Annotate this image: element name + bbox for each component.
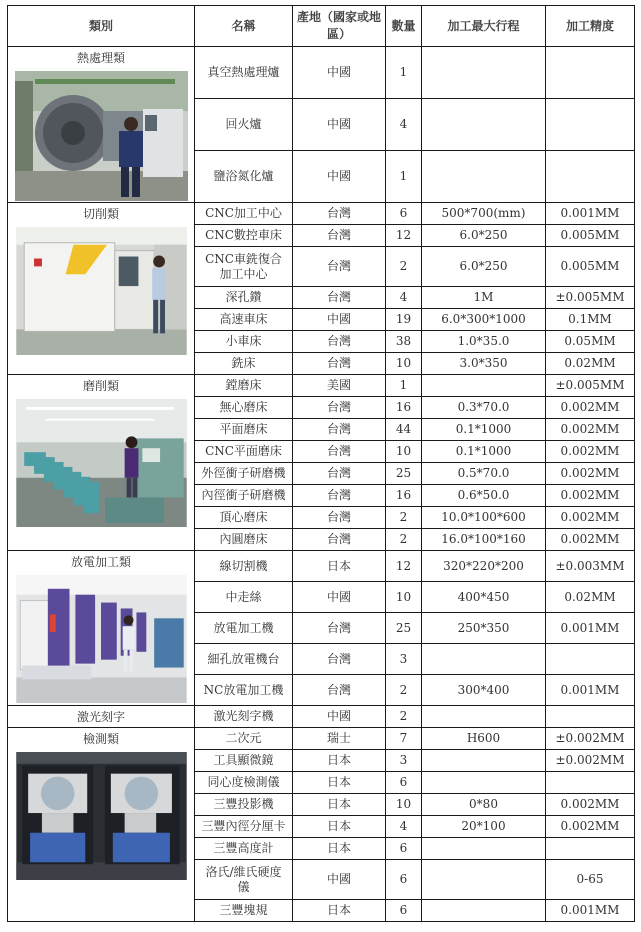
precision-cell bbox=[546, 706, 635, 728]
origin-cell: 台灣 bbox=[293, 287, 386, 309]
equipment-name-cell: 三豐內徑分厘卡 bbox=[195, 816, 293, 838]
precision-cell: 0.002MM bbox=[546, 816, 635, 838]
origin-cell: 中國 bbox=[293, 151, 386, 203]
precision-cell: 0.005MM bbox=[546, 247, 635, 287]
quantity-cell: 3 bbox=[386, 750, 422, 772]
quantity-cell: 10 bbox=[386, 582, 422, 613]
precision-cell: 0.002MM bbox=[546, 463, 635, 485]
equipment-name-cell: 工具顯微鏡 bbox=[195, 750, 293, 772]
origin-cell: 台灣 bbox=[293, 247, 386, 287]
quantity-cell: 6 bbox=[386, 860, 422, 900]
precision-cell: 0.002MM bbox=[546, 529, 635, 551]
category-label: 切削類 bbox=[82, 207, 119, 221]
quantity-cell: 2 bbox=[386, 706, 422, 728]
quantity-cell: 16 bbox=[386, 397, 422, 419]
cnc-machine-photo bbox=[15, 227, 188, 355]
origin-cell: 日本 bbox=[293, 838, 386, 860]
category-cell bbox=[8, 375, 195, 551]
quantity-cell: 4 bbox=[386, 99, 422, 151]
precision-cell: ±0.005MM bbox=[546, 375, 635, 397]
max-stroke-cell: 0.6*50.0 bbox=[422, 485, 546, 507]
origin-cell: 日本 bbox=[293, 551, 386, 582]
precision-cell: 0.002MM bbox=[546, 507, 635, 529]
precision-cell bbox=[546, 151, 635, 203]
precision-cell bbox=[546, 47, 635, 99]
equipment-name-cell: 洛氏/維氏硬度儀 bbox=[195, 860, 293, 900]
quantity-cell: 6 bbox=[386, 838, 422, 860]
profile-projector-photo bbox=[15, 752, 188, 880]
equipment-name-cell: NC放電加工機 bbox=[195, 675, 293, 706]
equipment-name-cell: 高速車床 bbox=[195, 309, 293, 331]
origin-cell: 台灣 bbox=[293, 397, 386, 419]
equipment-name-cell: CNC平面磨床 bbox=[195, 441, 293, 463]
max-stroke-cell bbox=[422, 375, 546, 397]
equipment-name-cell: 三豐高度計 bbox=[195, 838, 293, 860]
origin-cell: 台灣 bbox=[293, 441, 386, 463]
category-label: 放電加工類 bbox=[70, 555, 131, 569]
header-max-stroke: 加工最大行程 bbox=[422, 6, 546, 47]
quantity-cell: 10 bbox=[386, 353, 422, 375]
max-stroke-cell: 10.0*100*600 bbox=[422, 507, 546, 529]
origin-cell: 台灣 bbox=[293, 529, 386, 551]
max-stroke-cell: 0*80 bbox=[422, 794, 546, 816]
max-stroke-cell bbox=[422, 838, 546, 860]
origin-cell: 中國 bbox=[293, 99, 386, 151]
origin-cell: 中國 bbox=[293, 582, 386, 613]
quantity-cell: 2 bbox=[386, 247, 422, 287]
max-stroke-cell: 1M bbox=[422, 287, 546, 309]
equipment-name-cell: 激光刻字機 bbox=[195, 706, 293, 728]
equipment-name-cell: 放電加工機 bbox=[195, 613, 293, 644]
equipment-name-cell: 頂心磨床 bbox=[195, 507, 293, 529]
equipment-name-cell: 同心度檢測儀 bbox=[195, 772, 293, 794]
quantity-cell: 6 bbox=[386, 203, 422, 225]
equipment-name-cell: 真空熱處理爐 bbox=[195, 47, 293, 99]
equipment-name-cell: 銑床 bbox=[195, 353, 293, 375]
origin-cell: 台灣 bbox=[293, 353, 386, 375]
quantity-cell: 16 bbox=[386, 485, 422, 507]
max-stroke-cell: 500*700(mm) bbox=[422, 203, 546, 225]
precision-cell: 0.005MM bbox=[546, 225, 635, 247]
precision-cell: 0.002MM bbox=[546, 419, 635, 441]
table-row bbox=[8, 728, 635, 750]
quantity-cell: 3 bbox=[386, 644, 422, 675]
precision-cell: 0.001MM bbox=[546, 203, 635, 225]
precision-cell: 0.02MM bbox=[546, 582, 635, 613]
origin-cell: 日本 bbox=[293, 750, 386, 772]
precision-cell: 0.002MM bbox=[546, 397, 635, 419]
max-stroke-cell: 20*100 bbox=[422, 816, 546, 838]
quantity-cell: 1 bbox=[386, 375, 422, 397]
equipment-name-cell: 回火爐 bbox=[195, 99, 293, 151]
origin-cell: 中國 bbox=[293, 47, 386, 99]
category-label: 激光刻字 bbox=[76, 709, 125, 724]
max-stroke-cell: 400*450 bbox=[422, 582, 546, 613]
max-stroke-cell: 0.1*1000 bbox=[422, 441, 546, 463]
quantity-cell: 12 bbox=[386, 225, 422, 247]
quantity-cell: 44 bbox=[386, 419, 422, 441]
max-stroke-cell: 3.0*350 bbox=[422, 353, 546, 375]
max-stroke-cell: 6.0*250 bbox=[422, 225, 546, 247]
equipment-name-cell: 平面磨床 bbox=[195, 419, 293, 441]
equipment-name-cell: 三豐塊規 bbox=[195, 900, 293, 922]
max-stroke-cell bbox=[422, 772, 546, 794]
category-label: 磨削類 bbox=[82, 379, 119, 393]
table-row bbox=[8, 706, 635, 728]
precision-cell: 0.002MM bbox=[546, 794, 635, 816]
quantity-cell: 12 bbox=[386, 551, 422, 582]
origin-cell: 台灣 bbox=[293, 485, 386, 507]
equipment-name-cell: CNC車銑復合加工中心 bbox=[195, 247, 293, 287]
precision-cell: 0.001MM bbox=[546, 675, 635, 706]
max-stroke-cell: 6.0*250 bbox=[422, 247, 546, 287]
origin-cell: 中國 bbox=[293, 860, 386, 900]
equipment-name-cell: 線切割機 bbox=[195, 551, 293, 582]
quantity-cell: 6 bbox=[386, 772, 422, 794]
precision-cell: 0.1MM bbox=[546, 309, 635, 331]
quantity-cell: 4 bbox=[386, 287, 422, 309]
max-stroke-cell: 0.5*70.0 bbox=[422, 463, 546, 485]
max-stroke-cell bbox=[422, 151, 546, 203]
origin-cell: 中國 bbox=[293, 706, 386, 728]
max-stroke-cell: 250*350 bbox=[422, 613, 546, 644]
origin-cell: 美國 bbox=[293, 375, 386, 397]
edm-machines-photo bbox=[15, 575, 188, 703]
precision-cell: ±0.002MM bbox=[546, 750, 635, 772]
origin-cell: 台灣 bbox=[293, 419, 386, 441]
category-cell bbox=[8, 551, 195, 706]
origin-cell: 台灣 bbox=[293, 331, 386, 353]
table-row bbox=[8, 203, 635, 225]
equipment-name-cell: 深孔鑽 bbox=[195, 287, 293, 309]
grinding-workshop-photo bbox=[15, 399, 188, 527]
origin-cell: 台灣 bbox=[293, 675, 386, 706]
precision-cell: ±0.002MM bbox=[546, 728, 635, 750]
quantity-cell: 7 bbox=[386, 728, 422, 750]
max-stroke-cell bbox=[422, 900, 546, 922]
precision-cell: 0.001MM bbox=[546, 900, 635, 922]
max-stroke-cell bbox=[422, 706, 546, 728]
header-origin: 產地（國家或地區） bbox=[293, 6, 386, 47]
origin-cell: 台灣 bbox=[293, 644, 386, 675]
max-stroke-cell: 0.1*1000 bbox=[422, 419, 546, 441]
header-quantity: 數量 bbox=[386, 6, 422, 47]
category-cell bbox=[8, 706, 195, 728]
quantity-cell: 10 bbox=[386, 441, 422, 463]
header-name: 名稱 bbox=[195, 6, 293, 47]
max-stroke-cell: H600 bbox=[422, 728, 546, 750]
precision-cell: 0.002MM bbox=[546, 441, 635, 463]
quantity-cell: 1 bbox=[386, 47, 422, 99]
origin-cell: 日本 bbox=[293, 900, 386, 922]
precision-cell bbox=[546, 772, 635, 794]
quantity-cell: 25 bbox=[386, 463, 422, 485]
equipment-name-cell: 三豐投影機 bbox=[195, 794, 293, 816]
origin-cell: 日本 bbox=[293, 794, 386, 816]
max-stroke-cell bbox=[422, 750, 546, 772]
table-row bbox=[8, 551, 635, 582]
precision-cell: 0.05MM bbox=[546, 331, 635, 353]
precision-cell: 0.001MM bbox=[546, 613, 635, 644]
equipment-name-cell: 鏜磨床 bbox=[195, 375, 293, 397]
header-row bbox=[8, 6, 635, 47]
equipment-name-cell: CNC加工中心 bbox=[195, 203, 293, 225]
precision-cell bbox=[546, 838, 635, 860]
max-stroke-cell: 1.0*35.0 bbox=[422, 331, 546, 353]
category-label: 熱處理類 bbox=[76, 51, 125, 65]
precision-cell: 0-65 bbox=[546, 860, 635, 900]
origin-cell: 台灣 bbox=[293, 203, 386, 225]
max-stroke-cell: 16.0*100*160 bbox=[422, 529, 546, 551]
equipment-name-cell: 中走絲 bbox=[195, 582, 293, 613]
max-stroke-cell: 0.3*70.0 bbox=[422, 397, 546, 419]
header-precision: 加工精度 bbox=[546, 6, 635, 47]
quantity-cell: 2 bbox=[386, 507, 422, 529]
equipment-name-cell: 細孔放電機台 bbox=[195, 644, 293, 675]
quantity-cell: 2 bbox=[386, 675, 422, 706]
origin-cell: 台灣 bbox=[293, 225, 386, 247]
origin-cell: 瑞士 bbox=[293, 728, 386, 750]
origin-cell: 台灣 bbox=[293, 613, 386, 644]
origin-cell: 台灣 bbox=[293, 463, 386, 485]
table-row bbox=[8, 47, 635, 99]
equipment-name-cell: 小車床 bbox=[195, 331, 293, 353]
origin-cell: 日本 bbox=[293, 772, 386, 794]
max-stroke-cell: 6.0*300*1000 bbox=[422, 309, 546, 331]
equipment-name-cell: 內徑衝子研磨機 bbox=[195, 485, 293, 507]
quantity-cell: 4 bbox=[386, 816, 422, 838]
equipment-name-cell: 內圓磨床 bbox=[195, 529, 293, 551]
max-stroke-cell: 320*220*200 bbox=[422, 551, 546, 582]
table-row bbox=[8, 375, 635, 397]
origin-cell: 中國 bbox=[293, 309, 386, 331]
quantity-cell: 38 bbox=[386, 331, 422, 353]
precision-cell: 0.002MM bbox=[546, 485, 635, 507]
origin-cell: 日本 bbox=[293, 816, 386, 838]
precision-cell: ±0.005MM bbox=[546, 287, 635, 309]
equipment-table bbox=[7, 5, 635, 922]
precision-cell bbox=[546, 99, 635, 151]
quantity-cell: 19 bbox=[386, 309, 422, 331]
category-cell bbox=[8, 203, 195, 375]
equipment-name-cell: 二次元 bbox=[195, 728, 293, 750]
precision-cell: 0.02MM bbox=[546, 353, 635, 375]
max-stroke-cell: 300*400 bbox=[422, 675, 546, 706]
category-label: 檢測類 bbox=[82, 732, 119, 746]
category-cell bbox=[8, 47, 195, 203]
quantity-cell: 25 bbox=[386, 613, 422, 644]
furnace-photo bbox=[15, 71, 188, 201]
max-stroke-cell bbox=[422, 644, 546, 675]
precision-cell bbox=[546, 644, 635, 675]
max-stroke-cell bbox=[422, 99, 546, 151]
equipment-name-cell: 鹽浴氮化爐 bbox=[195, 151, 293, 203]
equipment-name-cell: CNC數控車床 bbox=[195, 225, 293, 247]
header-category: 類別 bbox=[8, 6, 195, 47]
quantity-cell: 10 bbox=[386, 794, 422, 816]
origin-cell: 台灣 bbox=[293, 507, 386, 529]
max-stroke-cell bbox=[422, 47, 546, 99]
category-cell bbox=[8, 728, 195, 922]
quantity-cell: 1 bbox=[386, 151, 422, 203]
max-stroke-cell bbox=[422, 860, 546, 900]
equipment-name-cell: 外徑衝子研磨機 bbox=[195, 463, 293, 485]
equipment-name-cell: 無心磨床 bbox=[195, 397, 293, 419]
quantity-cell: 6 bbox=[386, 900, 422, 922]
quantity-cell: 2 bbox=[386, 529, 422, 551]
precision-cell: ±0.003MM bbox=[546, 551, 635, 582]
